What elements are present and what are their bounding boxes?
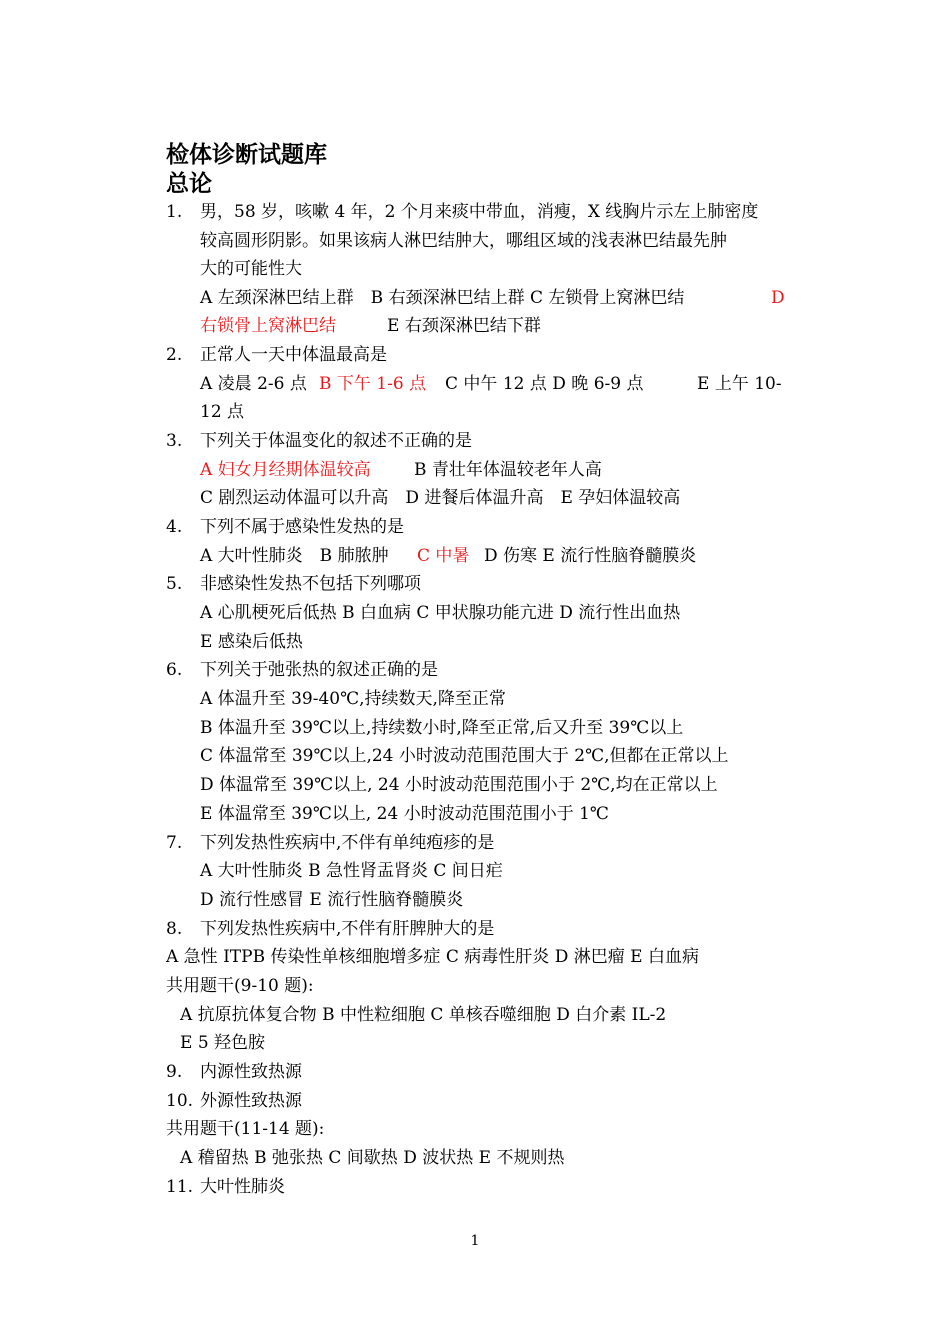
question-number: 4. [166,517,183,537]
question-stem: 下列关于弛张热的叙述正确的是 [200,660,438,680]
answer-option: E 5 羟色胺 [180,1033,266,1053]
question-number: 6. [166,660,183,680]
answer-option: E 右颈深淋巴结下群 [387,316,541,336]
answer-option: A 体温升至 39-40℃,持续数天,降至正常 [200,689,506,709]
page-number: 1 [470,1233,480,1249]
question-number: 2. [166,345,183,365]
question-number: 7. [166,833,183,853]
question-number: 5. [166,574,183,594]
answer-option: E 体温常至 39℃以上, 24 小时波动范围范围小于 1℃ [200,804,609,824]
answer-options: A 大叶性肺炎 B 急性肾盂肾炎 C 间日疟 [200,861,503,881]
answer-option: E 上午 10- [697,374,782,394]
correct-answer-option: 右锁骨上窝淋巴结 [200,316,336,336]
question-stem: 较高圆形阴影。如果该病人淋巴结肿大，哪组区域的浅表淋巴结最先肿 [200,231,727,251]
question-stem: 正常人一天中体温最高是 [200,345,387,365]
correct-answer-option: C 中暑 [417,546,470,566]
answer-options: A 心肌梗死后低热 B 白血病 C 甲状腺功能亢进 D 流行性出血热 [200,603,681,623]
question-number: 8. [166,919,183,939]
answer-option: 12 点 [200,402,245,422]
shared-stem-heading: 共用题干(9-10 题): [166,976,314,996]
answer-options: D 流行性感冒 E 流行性脑脊髓膜炎 [200,890,464,910]
answer-option: B 体温升至 39℃以上,持续数小时,降至正常,后又升至 39℃以上 [200,718,684,738]
question-stem: 大的可能性大 [200,259,302,279]
question-number: 3. [166,431,183,451]
answer-option: D 体温常至 39℃以上, 24 小时波动范围范围小于 2℃,均在正常以上 [200,775,718,795]
question-stem: 下列不属于感染性发热的是 [200,517,404,537]
question-stem: 非感染性发热不包括下列哪项 [200,574,421,594]
question-stem: 内源性致热源 [200,1062,302,1082]
answer-option: E 感染后低热 [200,632,303,652]
question-number: 11. [166,1177,194,1197]
answer-options: A 急性 ITPB 传染性单核细胞增多症 C 病毒性肝炎 D 淋巴瘤 E 白血病 [166,947,699,967]
answer-option: C 体温常至 39℃以上,24 小时波动范围范围大于 2℃,但都在正常以上 [200,746,729,766]
answer-options: A 左颈深淋巴结上群 B 右颈深淋巴结上群 C 左锁骨上窝淋巴结 [200,288,685,308]
correct-answer-option: D [771,288,785,308]
question-number: 9. [166,1062,183,1082]
shared-stem-heading: 共用题干(11-14 题): [166,1119,325,1139]
answer-options: C 中午 12 点 D 晚 6-9 点 [445,374,644,394]
answer-option: A 凌晨 2-6 点 [200,374,307,394]
question-stem: 男，58 岁，咳嗽 4 年，2 个月来痰中带血，消瘦，X 线胸片示左上肺密度 [200,202,759,222]
answer-options: D 伤寒 E 流行性脑脊髓膜炎 [484,546,697,566]
section-heading: 总论 [166,171,212,197]
correct-answer-option: B 下午 1-6 点 [319,374,427,394]
answer-options: A 稽留热 B 弛张热 C 间歇热 D 波状热 E 不规则热 [180,1148,565,1168]
question-stem: 下列发热性疾病中,不伴有肝脾肿大的是 [200,919,495,939]
question-number: 10. [166,1091,194,1111]
correct-answer-option: A 妇女月经期体温较高 [200,460,371,480]
answer-option: B 青壮年体温较老年人高 [414,460,602,480]
question-stem: 大叶性肺炎 [200,1177,285,1197]
question-stem: 外源性致热源 [200,1091,302,1111]
question-stem: 下列发热性疾病中,不伴有单纯疱疹的是 [200,833,495,853]
question-stem: 下列关于体温变化的叙述不正确的是 [200,431,472,451]
document-title: 检体诊断试题库 [166,142,327,168]
answer-options: A 大叶性肺炎 B 肺脓肿 [200,546,389,566]
answer-options: A 抗原抗体复合物 B 中性粒细胞 C 单核吞噬细胞 D 白介素 IL-2 [180,1005,667,1025]
answer-options: C 剧烈运动体温可以升高 D 进餐后体温升高 E 孕妇体温较高 [200,488,681,508]
question-number: 1. [166,202,183,222]
